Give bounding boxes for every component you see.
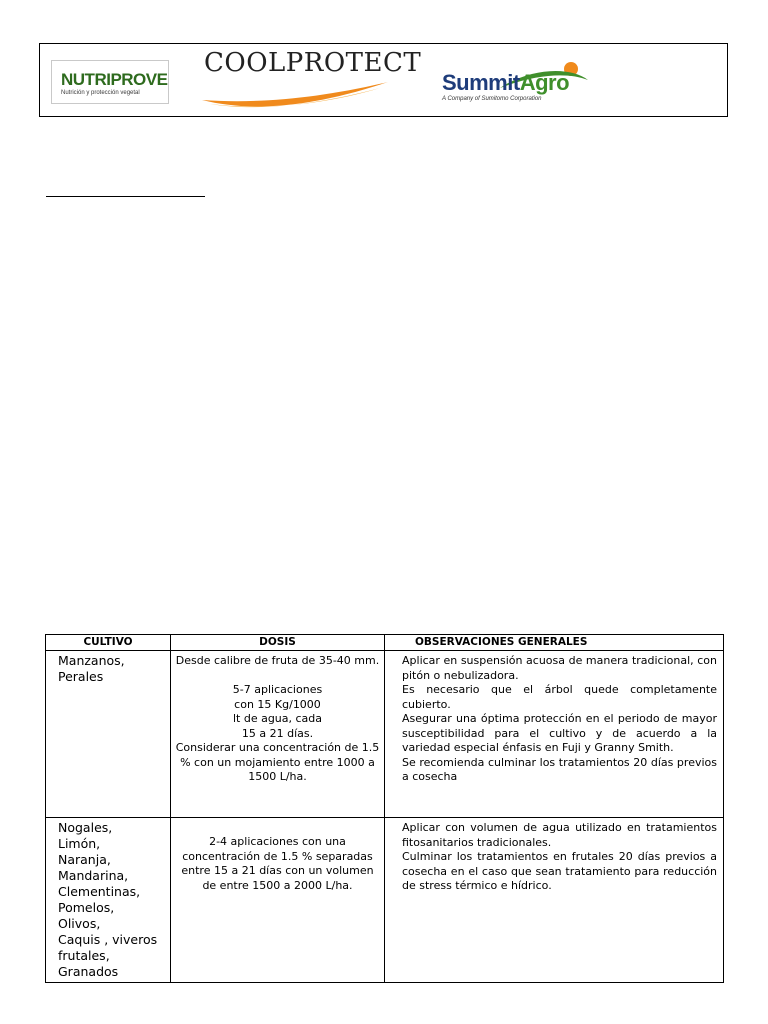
observation-paragraph: Asegurar una óptima protección en el periodo de mayor susceptibilidad para el cultivo y de acuerdo a la variedad especial énfasis en Fuji y Granny Smith. xyxy=(402,712,717,754)
observations-cell xyxy=(385,651,724,818)
dosage-table xyxy=(45,634,724,983)
crop-line: Manzanos, xyxy=(58,653,125,668)
coolprotect-swoosh-icon xyxy=(200,78,390,110)
dose-line: 2-4 aplicaciones con una concentración de 1.5 % separadas entre 15 a 21 días con un volumen de entre 1500 a 2000 L/ha. xyxy=(181,835,374,892)
dose-cell xyxy=(171,651,385,818)
crop-cell xyxy=(46,651,171,818)
table-row xyxy=(46,818,724,983)
nutriprove-logo-name: NUTRIPROVE xyxy=(61,70,168,89)
observation-paragraph: Aplicar con volumen de agua utilizado en tratamientos fitosanitarios tradicionales. xyxy=(402,821,717,849)
crop-cell xyxy=(46,818,171,983)
crop-line: Nogales, Limón, xyxy=(58,820,113,851)
dose-line: Desde calibre de fruta de 35-40 mm. xyxy=(175,654,380,667)
observation-paragraph: Se recomienda culminar los tratamientos 20 días previos a cosecha xyxy=(402,755,717,783)
observation-paragraph: Es necesario que el árbol quede completamente cubierto. xyxy=(402,683,717,711)
agro-logo-word: Agro xyxy=(519,70,570,95)
summit-agro-logo-name xyxy=(442,70,569,96)
crop-line: Granados xyxy=(58,964,119,979)
dose-line: lt de agua, cada xyxy=(232,712,323,725)
crop-line: Naranja, xyxy=(58,852,111,867)
summit-agro-logo xyxy=(440,58,600,108)
coolprotect-logo xyxy=(200,48,422,110)
nutriprove-logo-tagline: Nutrición y protección vegetal xyxy=(61,90,140,96)
header-logo-box xyxy=(39,43,728,117)
dose-line: con 15 Kg/1000 xyxy=(234,697,321,711)
dose-line: Considerar una concentración de 1.5 % con un mojamiento entre 1000 a 1500 L/ha. xyxy=(175,741,380,783)
observation-paragraph: Aplicar en suspensión acuosa de manera tradicional, con pitón o nebulizadora. xyxy=(402,654,717,682)
crop-line: Caquis , viveros xyxy=(58,932,158,947)
crop-line: Clementinas, xyxy=(58,884,141,899)
dose-cell xyxy=(171,818,385,983)
observations-cell xyxy=(385,818,724,983)
nutriprove-logo xyxy=(51,60,169,104)
crop-line: Pomelos, Olivos, xyxy=(58,900,115,931)
summit-agro-logo-tagline: A Company of Sumitomo Corporation xyxy=(442,96,542,102)
dose-spacer xyxy=(175,821,380,835)
summit-logo-word: Summit xyxy=(442,70,520,95)
crop-line: Mandarina, xyxy=(58,868,129,883)
table-row xyxy=(46,651,724,818)
column-header-crop: CULTIVO xyxy=(46,635,171,651)
crop-line: frutales, xyxy=(58,948,110,963)
dose-line: 15 a 21 días. xyxy=(241,726,314,740)
column-header-dose: DOSIS xyxy=(171,635,385,651)
heading-underline xyxy=(46,196,205,197)
crop-line: Perales xyxy=(58,669,104,684)
column-header-observations: OBSERVACIONES GENERALES xyxy=(385,635,724,651)
dose-spacer xyxy=(175,669,380,684)
coolprotect-logo-name: COOLPROTECT xyxy=(204,48,422,78)
dose-line: 5-7 aplicaciones xyxy=(232,683,323,696)
table-header-row xyxy=(46,635,724,651)
observation-paragraph: Culminar los tratamientos en frutales 20 días previos a cosecha en el caso que sean tratamiento para reducción de stress térmico e hídrico. xyxy=(402,850,717,892)
